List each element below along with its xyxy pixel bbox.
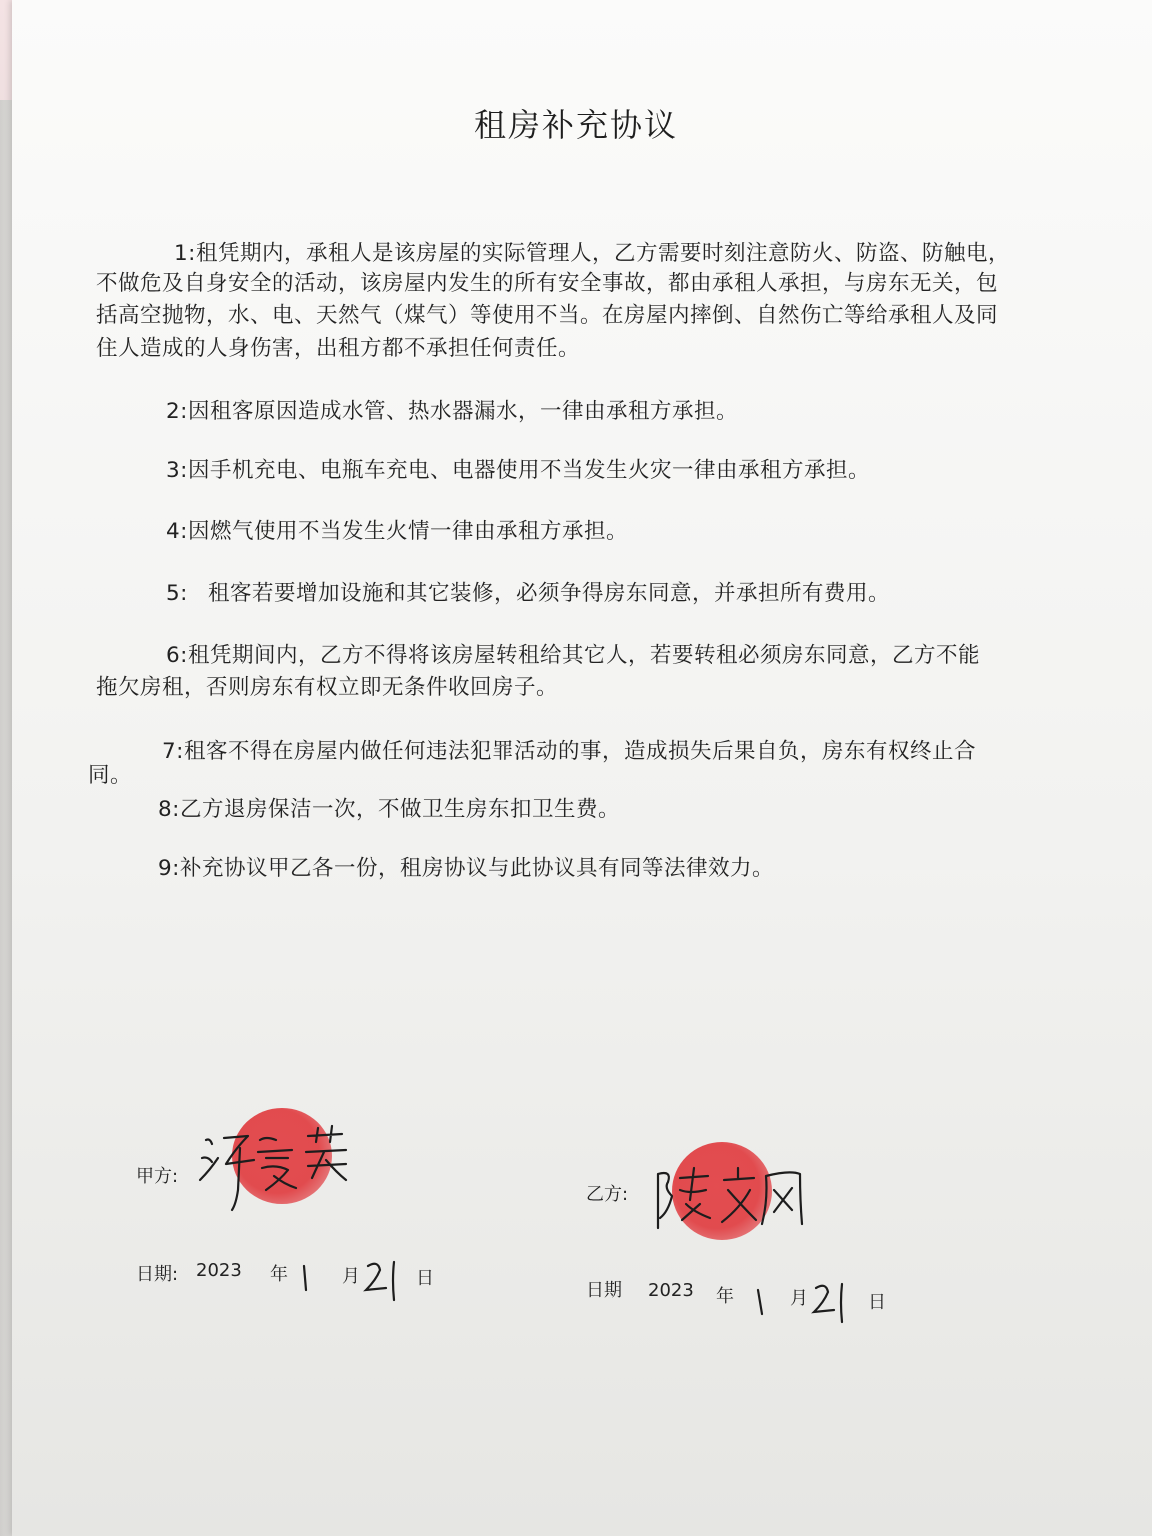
party-a-date-label: 日期: — [136, 1264, 179, 1285]
clause-text: 因燃气使用不当发生火情一律由承租方承担。 — [187, 519, 628, 544]
clause-number: 4: — [166, 519, 188, 544]
clause-text: 租凭期内，承租人是该房屋的实际管理人，乙方需要时刻注意防火、防盗、防触电， — [195, 241, 1010, 266]
party-a-label: 甲方: — [136, 1166, 179, 1187]
party-b-signature — [650, 1160, 820, 1240]
party-a-month-unit: 月 — [342, 1266, 360, 1287]
clause-number: 9: — [158, 856, 180, 881]
party-b-date-handwriting — [748, 1278, 888, 1328]
party-b-date-label: 日期 — [586, 1280, 622, 1301]
party-b-label: 乙方: — [586, 1184, 629, 1205]
clause-1-line-4 — [96, 333, 1076, 365]
clause-text: 补充协议甲乙各一份，租房协议与此协议具有同等法律效力。 — [179, 856, 774, 881]
party-a-date-handwriting — [296, 1256, 436, 1306]
clause-text: 不做危及自身安全的活动，该房屋内发生的所有安全事故，都由承租人承担，与房东无关，包 — [96, 271, 999, 296]
clause-7-line-2 — [88, 760, 1068, 792]
clause-6-line-1 — [96, 640, 1076, 672]
clause-number: 7: — [162, 739, 184, 764]
party-a-year-unit: 年 — [270, 1264, 288, 1285]
clause-5 — [96, 578, 1076, 610]
party-a-signature — [196, 1118, 366, 1218]
clause-number: 8: — [158, 797, 180, 822]
party-a-day-unit: 日 — [416, 1268, 434, 1289]
clause-3 — [96, 455, 1076, 487]
clause-6-line-2 — [96, 672, 1076, 704]
clause-number: 1: — [174, 241, 196, 266]
clause-number: 3: — [166, 458, 188, 483]
party-b-month-unit: 月 — [790, 1288, 808, 1309]
clause-text: 租凭期间内，乙方不得将该房屋转租给其它人，若要转租必须房东同意，乙方不能 — [187, 643, 980, 668]
party-b-date-year: 2023 — [648, 1280, 694, 1301]
clause-text: 乙方退房保洁一次，不做卫生房东扣卫生费。 — [179, 797, 620, 822]
clause-1-line-3 — [96, 300, 1076, 332]
clause-4 — [96, 516, 1076, 548]
clause-text: 拖欠房租，否则房东有权立即无条件收回房子。 — [96, 675, 559, 700]
clause-1-line-1 — [96, 238, 1076, 270]
clause-text: 租客不得在房屋内做任何违法犯罪活动的事，造成损失后果自负，房东有权终止合 — [183, 739, 976, 764]
paper-edge — [0, 100, 12, 1536]
clause-1-line-2 — [96, 268, 1076, 300]
document-title: 租房补充协议 — [473, 106, 678, 144]
party-b-year-unit: 年 — [716, 1286, 734, 1307]
clause-9 — [96, 853, 1076, 885]
clause-text: 住人造成的人身伤害，出租方都不承担任何责任。 — [96, 336, 581, 361]
clause-text: 括高空抛物，水、电、天然气（煤气）等使用不当。在房屋内摔倒、自然伤亡等给承租人及同 — [96, 303, 999, 328]
clause-text: 租客若要增加设施和其它装修，必须争得房东同意，并承担所有费用。 — [207, 581, 890, 606]
clause-text: 因租客原因造成水管、热水器漏水，一律由承租方承担。 — [187, 399, 738, 424]
clause-text: 同。 — [88, 763, 133, 788]
clause-8 — [96, 794, 1076, 826]
party-b-day-unit: 日 — [868, 1292, 886, 1313]
party-a-date-year: 2023 — [196, 1260, 242, 1281]
clause-number: 5: — [166, 581, 188, 606]
clause-number: 2: — [166, 399, 188, 424]
clause-text: 因手机充电、电瓶车充电、电器使用不当发生火灾一律由承租方承担。 — [187, 458, 870, 483]
clause-2 — [96, 396, 1076, 428]
clause-number: 6: — [166, 643, 188, 668]
